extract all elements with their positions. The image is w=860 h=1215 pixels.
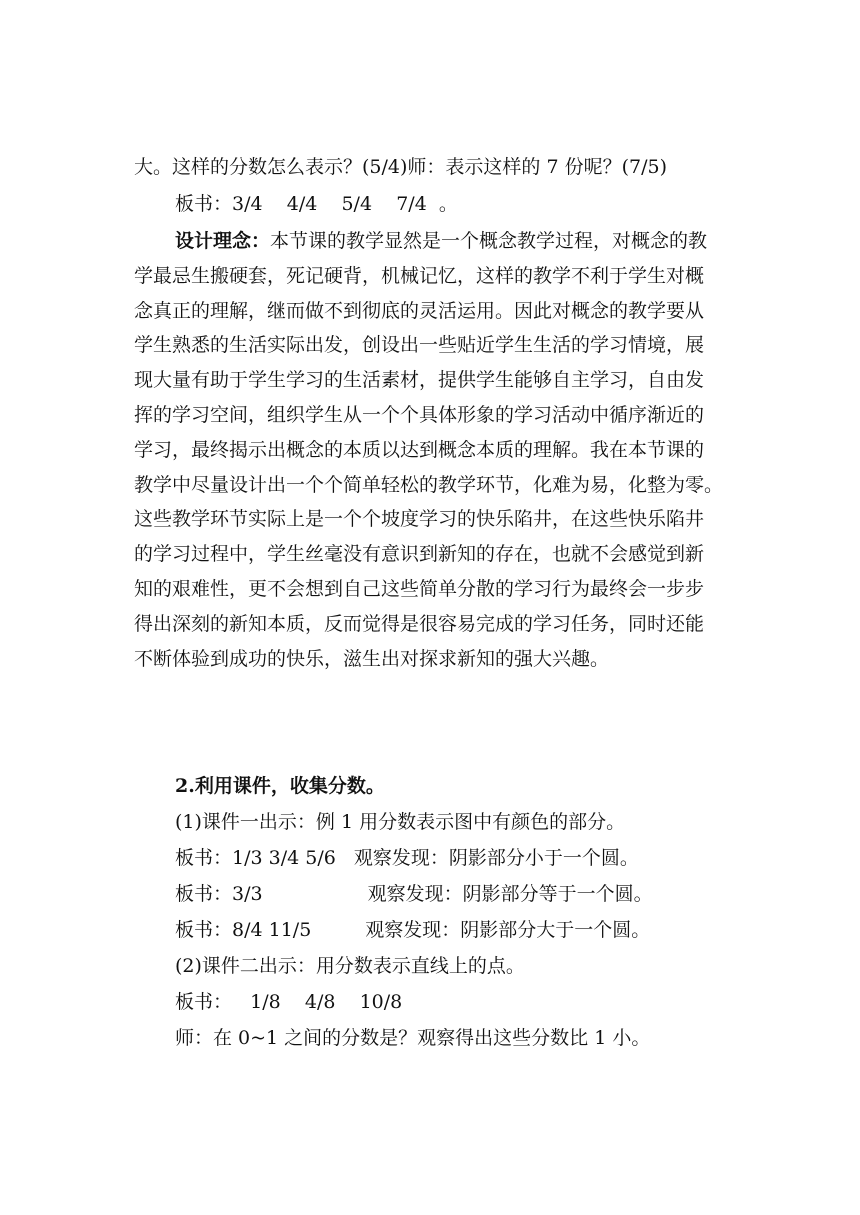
paragraph-line: 不断体验到成功的快乐，滋生出对探求新知的强大兴趣。 <box>134 647 610 670</box>
design-first-line <box>134 224 744 259</box>
board-text: 板书：3/3 <box>175 883 263 905</box>
board-observation-row <box>175 877 785 911</box>
observation-text: 观察发现：阴影部分大于一个圆。 <box>365 919 651 941</box>
board-line: 板书：3/4 4/4 5/4 7/4 。 <box>175 193 458 215</box>
paragraph-line: 学生熟悉的生活实际出发，创设出一些贴近学生生活的学习情境，展 <box>134 334 705 357</box>
section-heading: 2.利用课件，收集分数。 <box>175 775 385 797</box>
paragraph-line: 教学中尽量设计出一个个简单轻松的教学环节，化难为易，化整为零。 <box>134 473 724 496</box>
paragraph-line: 学最忌生搬硬套，死记硬背，机械记忆，这样的教学不利于学生对概 <box>134 264 705 287</box>
observation-text: 观察发现：阴影部分等于一个圆。 <box>367 883 653 905</box>
teacher-question-line: 师：在 0~1 之间的分数是？观察得出这些分数比 1 小。 <box>175 1027 651 1049</box>
paragraph-line: 念真正的理解，继而做不到彻底的灵活运用。因此对概念的教学要从 <box>134 299 705 322</box>
board-observation-row <box>175 913 785 947</box>
paragraph-line: 的学习过程中，学生丝毫没有意识到新知的存在，也就不会感觉到新 <box>134 543 705 566</box>
board-text: 板书：1/3 3/4 5/6 <box>175 847 336 869</box>
example-line: (2)课件二出示：用分数表示直线上的点。 <box>175 955 525 977</box>
paragraph-line: 这些教学环节实际上是一个个坡度学习的快乐陷井，在这些快乐陷井 <box>134 508 705 531</box>
design-first-text: 本节课的教学显然是一个概念教学过程，对概念的教 <box>270 230 708 252</box>
board-observation-row <box>175 841 785 875</box>
example-line: (1)课件一出示：例 1 用分数表示图中有颜色的部分。 <box>175 811 626 833</box>
board-text: 板书：8/4 11/5 <box>175 919 312 941</box>
design-concept-paragraph <box>134 224 744 676</box>
design-label: 设计理念： <box>175 230 271 252</box>
paragraph-line: 知的艰难性，更不会想到自己这些简单分散的学习行为最终会一步步 <box>134 577 705 600</box>
paragraph-line: 挥的学习空间，组织学生从一个个具体形象的学习活动中循序渐近的 <box>134 403 705 426</box>
paragraph-line: 得出深刻的新知本质，反而觉得是很容易完成的学习任务，同时还能 <box>134 612 705 635</box>
paragraph-line: 现大量有助于学生学习的生活素材，提供学生能够自主学习，自由发 <box>134 369 705 392</box>
text-line: 大。这样的分数怎么表示？(5/4)师：表示这样的 7 份呢？(7/5) <box>134 156 667 178</box>
observation-text: 观察发现：阴影部分小于一个圆。 <box>353 847 639 869</box>
paragraph-line: 学习，最终揭示出概念的本质以达到概念本质的理解。我在本节课的 <box>134 438 705 461</box>
board-line: 板书： 1/8 4/8 10/8 <box>175 991 403 1013</box>
